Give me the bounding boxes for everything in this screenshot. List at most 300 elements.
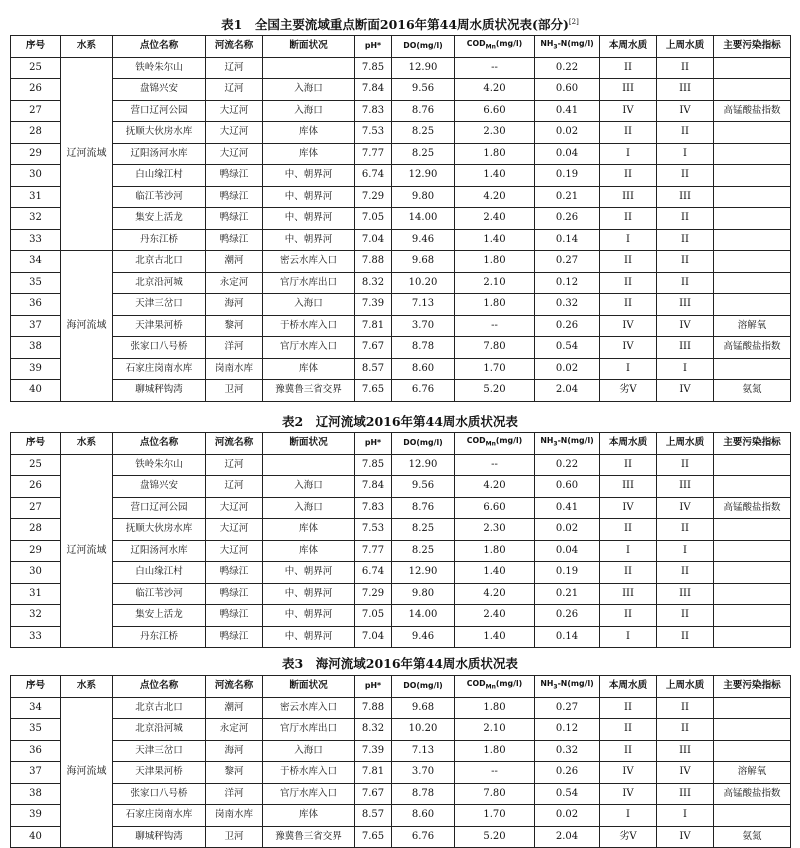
row-number: 30 [11,562,61,584]
site-name: 集安上活龙 [113,605,206,627]
main-pollutant [714,122,791,144]
table-row [11,719,791,741]
this-week-grade: II [600,740,657,762]
cod-subscript: Mn [485,684,496,692]
row-number: 36 [11,294,61,316]
do-value: 3.70 [392,315,455,337]
cod-value: 1.70 [455,805,535,827]
row-number: 38 [11,337,61,359]
ph-value: 6.74 [355,165,392,187]
table-row [11,497,791,519]
column-header: 主要污染指标 [714,433,791,455]
this-week-grade: IV [600,762,657,784]
last-week-grade: II [657,208,714,230]
title-reference: [2] [568,18,579,26]
table-row [11,826,791,848]
cod-value: 4.20 [455,583,535,605]
do-value: 6.76 [392,380,455,402]
column-header: 上周水质 [657,433,714,455]
last-week-grade: II [657,122,714,144]
river-name: 黎河 [206,762,263,784]
table-row [11,186,791,208]
site-name: 临江苇沙河 [113,583,206,605]
cod-subscript: Mn [485,44,496,52]
row-number: 40 [11,826,61,848]
main-pollutant [714,165,791,187]
ph-value: 8.32 [355,272,392,294]
cod-unit: (mg/l) [495,436,523,446]
main-pollutant [714,583,791,605]
site-name: 天津三岔口 [113,740,206,762]
main-pollutant [714,454,791,476]
nh3n-value: 0.02 [535,519,600,541]
table-row [11,805,791,827]
main-pollutant: 氨氮 [714,826,791,848]
cod-value: -- [455,454,535,476]
ph-value: 7.81 [355,762,392,784]
site-name: 天津果河桥 [113,315,206,337]
table-row [11,208,791,230]
main-pollutant: 氨氮 [714,380,791,402]
site-name: 辽阳汤河水库 [113,540,206,562]
column-header-nh3n [535,433,600,455]
do-value: 12.90 [392,165,455,187]
section-status: 中、朝界河 [263,562,355,584]
cod-value: 1.80 [455,143,535,165]
this-week-grade: IV [600,337,657,359]
nh3n-value: 0.12 [535,272,600,294]
this-week-grade: I [600,626,657,648]
table-row [11,165,791,187]
main-pollutant [714,626,791,648]
column-header: 点位名称 [113,36,206,58]
column-header: DO(mg/l) [392,676,455,698]
ph-value: 7.85 [355,454,392,476]
table-row [11,229,791,251]
river-name: 永定河 [206,719,263,741]
do-value: 12.90 [392,454,455,476]
table-1-title: 表1 全国主要流域重点断面2016年第44周水质状况表(部分)[2] [221,17,579,33]
table-row [11,583,791,605]
section-status: 入海口 [263,79,355,101]
main-pollutant [714,605,791,627]
site-name: 北京古北口 [113,697,206,719]
nh3n-value: 0.12 [535,719,600,741]
this-week-grade: III [600,476,657,498]
ph-value: 7.04 [355,626,392,648]
main-pollutant [714,143,791,165]
table-row [11,251,791,273]
ph-value: 7.81 [355,315,392,337]
ph-value: 7.83 [355,497,392,519]
ph-value: 7.53 [355,519,392,541]
river-name: 洋河 [206,337,263,359]
cod-value: 2.30 [455,519,535,541]
site-name: 丹东江桥 [113,229,206,251]
river-name: 潮河 [206,697,263,719]
last-week-grade: II [657,251,714,273]
table-row [11,143,791,165]
main-pollutant [714,251,791,273]
nh3n-value: 0.26 [535,208,600,230]
do-value: 8.76 [392,497,455,519]
river-name: 潮河 [206,251,263,273]
table-2-title: 表2 辽河流域2016年第44周水质状况表 [282,414,518,429]
section-status: 于桥水库入口 [263,762,355,784]
this-week-grade: I [600,540,657,562]
this-week-grade: IV [600,100,657,122]
section-status: 豫冀鲁三省交界 [263,380,355,402]
nh3-subscript: 3 [553,44,558,52]
table-row [11,540,791,562]
column-header: 点位名称 [113,433,206,455]
site-name: 北京沿河城 [113,719,206,741]
ph-value: 7.29 [355,583,392,605]
section-status: 库体 [263,805,355,827]
last-week-grade: I [657,805,714,827]
nh3n-value: 0.41 [535,497,600,519]
last-week-grade: II [657,519,714,541]
table-row [11,57,791,79]
site-name: 营口辽河公园 [113,100,206,122]
column-header: 河流名称 [206,676,263,698]
section-status [263,454,355,476]
do-value: 9.46 [392,229,455,251]
section-status: 中、朝界河 [263,208,355,230]
this-week-grade: I [600,805,657,827]
column-header: pH* [355,433,392,455]
nh3n-value: 0.02 [535,122,600,144]
ph-value: 7.77 [355,143,392,165]
row-number: 27 [11,100,61,122]
do-value: 8.60 [392,358,455,380]
main-pollutant [714,540,791,562]
this-week-grade: II [600,57,657,79]
header-row [11,36,791,58]
main-pollutant [714,57,791,79]
main-pollutant: 高锰酸盐指数 [714,783,791,805]
row-number: 36 [11,740,61,762]
section-status: 入海口 [263,294,355,316]
cod-value: 6.60 [455,100,535,122]
column-header: 本周水质 [600,36,657,58]
header-row [11,433,791,455]
cod-value: 2.40 [455,605,535,627]
nh3n-value: 0.26 [535,605,600,627]
column-header-cod [455,676,535,698]
last-week-grade: IV [657,762,714,784]
section-status: 官厅水库出口 [263,272,355,294]
cod-value: 2.10 [455,719,535,741]
do-value: 9.80 [392,186,455,208]
section-status: 入海口 [263,497,355,519]
cod-value: 1.40 [455,229,535,251]
cod-value: 1.80 [455,697,535,719]
river-name: 辽河 [206,79,263,101]
ph-value: 7.29 [355,186,392,208]
nh3n-value: 0.32 [535,294,600,316]
nh3n-value: 0.26 [535,315,600,337]
do-value: 8.25 [392,143,455,165]
column-header: 水系 [61,676,113,698]
ph-value: 7.84 [355,476,392,498]
section-status: 库体 [263,519,355,541]
ph-value: 7.05 [355,208,392,230]
cod-label: COD [466,679,486,689]
row-number: 35 [11,719,61,741]
site-name: 石家庄岗南水库 [113,358,206,380]
cod-value: 2.30 [455,122,535,144]
row-number: 29 [11,540,61,562]
column-header: 断面状况 [263,676,355,698]
cod-value: 5.20 [455,826,535,848]
ph-value: 8.57 [355,358,392,380]
row-number: 32 [11,605,61,627]
cod-label: COD [466,436,486,446]
row-number: 25 [11,57,61,79]
column-header: 上周水质 [657,676,714,698]
cod-value: 5.20 [455,380,535,402]
river-name: 大辽河 [206,122,263,144]
last-week-grade: IV [657,100,714,122]
do-value: 9.56 [392,476,455,498]
do-value: 8.76 [392,100,455,122]
last-week-grade: III [657,294,714,316]
this-week-grade: II [600,719,657,741]
site-name: 集安上活龙 [113,208,206,230]
river-name: 鸭绿江 [206,229,263,251]
do-value: 7.13 [392,294,455,316]
river-name: 辽河 [206,57,263,79]
row-number: 33 [11,229,61,251]
table-row [11,337,791,359]
main-pollutant: 高锰酸盐指数 [714,100,791,122]
last-week-grade: II [657,719,714,741]
river-name: 永定河 [206,272,263,294]
column-header-cod [455,36,535,58]
water-quality-table-1 [10,35,791,402]
header-row [11,676,791,698]
table-row [11,519,791,541]
main-pollutant [714,719,791,741]
section-status: 中、朝界河 [263,186,355,208]
section-status: 入海口 [263,740,355,762]
site-name: 北京沿河城 [113,272,206,294]
cod-value: 7.80 [455,783,535,805]
column-header: 水系 [61,36,113,58]
table-row [11,783,791,805]
river-name: 黎河 [206,315,263,337]
site-name: 辽阳汤河水库 [113,143,206,165]
row-number: 37 [11,762,61,784]
site-name: 聊城秤钩湾 [113,380,206,402]
table-row [11,122,791,144]
do-value: 9.68 [392,697,455,719]
section-status: 入海口 [263,100,355,122]
section-status: 中、朝界河 [263,583,355,605]
cod-value: 1.80 [455,740,535,762]
nh3n-value: 0.04 [535,540,600,562]
cod-value: 4.20 [455,79,535,101]
river-name: 卫河 [206,380,263,402]
last-week-grade: II [657,562,714,584]
site-name: 盘锦兴安 [113,79,206,101]
site-name: 抚顺大伙房水库 [113,122,206,144]
main-pollutant: 高锰酸盐指数 [714,337,791,359]
this-week-grade: III [600,79,657,101]
nh3-label: NH [540,679,554,689]
column-header: 本周水质 [600,433,657,455]
this-week-grade: I [600,143,657,165]
river-name: 大辽河 [206,143,263,165]
do-value: 12.90 [392,57,455,79]
row-number: 33 [11,626,61,648]
site-name: 天津三岔口 [113,294,206,316]
this-week-grade: II [600,519,657,541]
nh3n-value: 0.41 [535,100,600,122]
main-pollutant [714,208,791,230]
ph-value: 7.05 [355,605,392,627]
cod-value: 4.20 [455,476,535,498]
cod-value: 1.80 [455,251,535,273]
nh3n-value: 0.02 [535,358,600,380]
main-pollutant [714,229,791,251]
last-week-grade: IV [657,826,714,848]
column-header: 序号 [11,36,61,58]
ph-value: 7.83 [355,100,392,122]
cod-value: 2.10 [455,272,535,294]
nh3-unit: -N(mg/l) [557,679,594,689]
cod-value: 4.20 [455,186,535,208]
river-name: 辽河 [206,476,263,498]
site-name: 聊城秤钩湾 [113,826,206,848]
column-header: 序号 [11,433,61,455]
nh3n-value: 0.32 [535,740,600,762]
column-header-nh3n [535,36,600,58]
do-value: 12.90 [392,562,455,584]
river-name: 海河 [206,740,263,762]
row-number: 35 [11,272,61,294]
nh3-subscript: 3 [553,684,558,692]
row-number: 40 [11,380,61,402]
row-number: 26 [11,79,61,101]
site-name: 铁岭朱尔山 [113,454,206,476]
last-week-grade: I [657,143,714,165]
site-name: 丹东江桥 [113,626,206,648]
table-row [11,740,791,762]
river-name: 辽河 [206,454,263,476]
column-header: 水系 [61,433,113,455]
nh3n-value: 0.19 [535,562,600,584]
do-value: 8.60 [392,805,455,827]
river-name: 鸭绿江 [206,186,263,208]
this-week-grade: I [600,358,657,380]
river-name: 鸭绿江 [206,208,263,230]
this-week-grade: II [600,562,657,584]
table-row [11,562,791,584]
last-week-grade: III [657,186,714,208]
last-week-grade: III [657,79,714,101]
cod-label: COD [466,39,486,49]
main-pollutant [714,358,791,380]
site-name: 营口辽河公园 [113,497,206,519]
water-quality-table-3 [10,675,791,848]
row-number: 31 [11,583,61,605]
river-name: 大辽河 [206,519,263,541]
ph-value: 7.88 [355,251,392,273]
row-number: 34 [11,251,61,273]
water-quality-table-2 [10,432,791,648]
main-pollutant [714,519,791,541]
ph-value: 7.77 [355,540,392,562]
ph-value: 7.67 [355,337,392,359]
river-name: 大辽河 [206,100,263,122]
site-name: 天津果河桥 [113,762,206,784]
section-status: 库体 [263,540,355,562]
last-week-grade: II [657,454,714,476]
do-value: 10.20 [392,719,455,741]
site-name: 白山缘江村 [113,165,206,187]
river-name: 鸭绿江 [206,165,263,187]
section-status: 密云水库入口 [263,697,355,719]
last-week-grade: IV [657,380,714,402]
river-name: 岗南水库 [206,358,263,380]
river-name: 岗南水库 [206,805,263,827]
this-week-grade: IV [600,783,657,805]
cod-value: 1.40 [455,165,535,187]
do-value: 8.25 [392,540,455,562]
cod-value: 1.80 [455,540,535,562]
nh3-unit: -N(mg/l) [557,436,594,446]
last-week-grade: I [657,540,714,562]
main-pollutant [714,805,791,827]
nh3n-value: 0.60 [535,476,600,498]
ph-value: 8.57 [355,805,392,827]
this-week-grade: II [600,605,657,627]
row-number: 25 [11,454,61,476]
last-week-grade: III [657,740,714,762]
nh3n-value: 2.04 [535,380,600,402]
main-pollutant [714,697,791,719]
main-pollutant: 溶解氧 [714,762,791,784]
this-week-grade: II [600,208,657,230]
nh3-subscript: 3 [553,441,558,449]
ph-value: 7.39 [355,294,392,316]
main-pollutant: 溶解氧 [714,315,791,337]
table-row [11,294,791,316]
site-name: 临江苇沙河 [113,186,206,208]
river-name: 大辽河 [206,540,263,562]
main-pollutant [714,294,791,316]
ph-value: 7.53 [355,122,392,144]
this-week-grade: I [600,229,657,251]
nh3-label: NH [540,39,554,49]
river-name: 大辽河 [206,497,263,519]
main-pollutant [714,272,791,294]
row-number: 26 [11,476,61,498]
river-name: 鸭绿江 [206,562,263,584]
site-name: 石家庄岗南水库 [113,805,206,827]
do-value: 7.13 [392,740,455,762]
column-header: 点位名称 [113,676,206,698]
column-header: pH* [355,36,392,58]
do-value: 14.00 [392,208,455,230]
cod-value: 1.40 [455,562,535,584]
section-status: 中、朝界河 [263,165,355,187]
section-status: 库体 [263,122,355,144]
row-number: 28 [11,519,61,541]
basin-name: 辽河流域 [61,57,113,251]
